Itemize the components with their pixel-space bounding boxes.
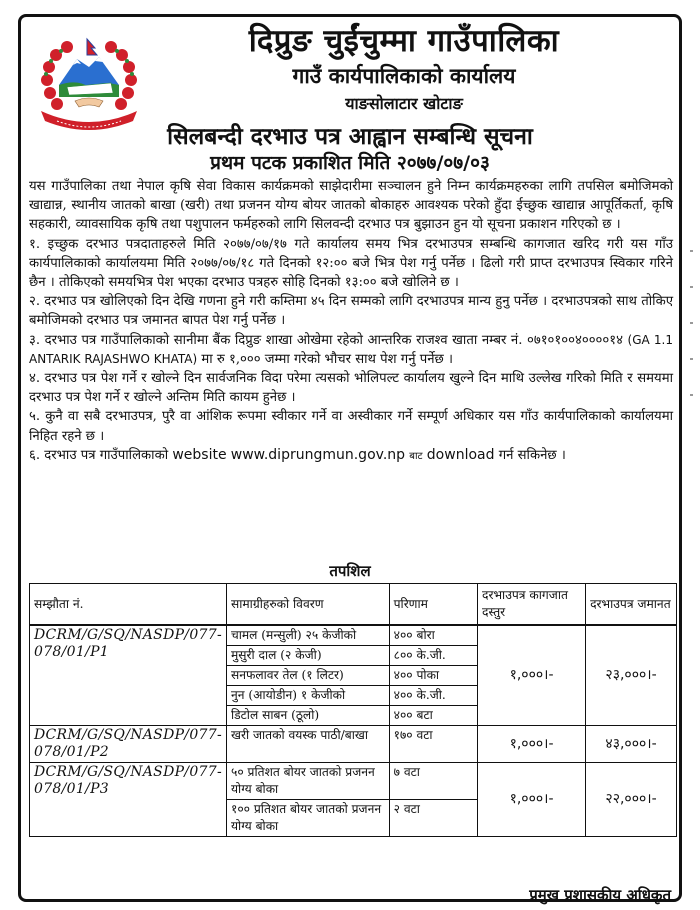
- signatory-title: प्रमुख प्रशासकीय अधिकृत: [529, 886, 671, 904]
- website-url[interactable]: www.diprungmun.gov.np: [230, 446, 406, 463]
- item-quantity: ८०० के.जी.: [389, 646, 477, 666]
- point-4: ४. दरभाउ पत्र पेश गर्ने र खोल्ने दिन सार्वजनिक विदा परेमा त्यसको भोलिपल्ट कार्यालय खुल्ने दिन माथि उल्लेख गरिको मिति र समयमा दरभाउ पत्र पेश गर्ने र खोल्ने अन्तिम मिति कायम हुनेछ ।: [29, 371, 673, 406]
- point-6-text-a: ६. दरभाउ पत्र गाउँपालिकाको: [29, 447, 169, 463]
- point-3-text-b: मा रु १,००० जम्मा गरेको भौचर साथ पेश गर्नु पर्नेछ ।: [201, 351, 453, 367]
- cropped-top-strip: [20, 0, 620, 6]
- page-edge-marks: [690, 250, 696, 450]
- point-5: ५. कुनै वा सबै दरभाउपत्र, पुरै वा आंशिक रूपमा स्वीकार गर्ने वा अस्वीकार गर्ने सम्पूर्ण अधिकार यस गाँउ कार्यपालिकाको कार्यालयमा निहित रहने छ ।: [29, 409, 673, 444]
- edge-mark: [690, 358, 693, 360]
- edge-mark: [690, 394, 693, 396]
- office-location: याङसोलाटार खोटाङ: [345, 94, 463, 113]
- col-header-quantity: परिणाम: [389, 584, 477, 626]
- account-name: (GA 1.1 ANTARIK RAJASHWO KHATA): [29, 332, 673, 366]
- edge-mark: [690, 250, 693, 252]
- schedule-title: तपशिल: [329, 562, 371, 580]
- item-quantity: ४०० बटा: [389, 706, 477, 726]
- item-description: खरी जातको वयस्क पाठी/बाखा: [226, 726, 389, 763]
- table-row: [30, 726, 677, 763]
- published-date: प्रथम पटक प्रकाशित मिति २०७७/०७/०३: [210, 152, 490, 174]
- document-fee: १,०००।-: [478, 726, 586, 763]
- col-header-agreement-no: सम्झौता नं.: [30, 584, 227, 626]
- notice-body: [29, 177, 673, 466]
- bid-security: २२,०००।-: [586, 763, 677, 837]
- item-description: नुन (आयोडीन) १ केजीको: [226, 686, 389, 706]
- bid-security: २३,०००।-: [586, 625, 677, 726]
- bid-security: ४३,०००।-: [586, 726, 677, 763]
- item-quantity: १७० वटा: [389, 726, 477, 763]
- point-3: [29, 331, 673, 369]
- table-row: [30, 625, 677, 646]
- office-name: गाउँ कार्यपालिकाको कार्यालय: [292, 64, 516, 88]
- point-1: १. इच्छुक दरभाउ पत्रदाताहरुले मिति २०७७/०७/१७ गते कार्यालय समय भित्र दरभाउपत्र सम्बन्धि कागजात खरिद गरी यस गाँउ कार्यपालिकाको कार्यालयमा मिति २०७७/०७/१८ गते दिनको १२:०० बजे भित्र पेश गर्नु पर्नेछ । ढिलो गरी प्राप्त दरभाउपत्र स्विकार गरिने छैन । तोकिएको समयभित्र पेश भएका दरभाउ पत्रहरु सोहि दिनको १३:०० बजे खोलिने छ ।: [29, 236, 673, 291]
- item-quantity: ७ वटा: [389, 763, 477, 800]
- intro-paragraph: यस गाउँपालिका तथा नेपाल कृषि सेवा विकास कार्यक्रमको साझेदारीमा सञ्चालन हुने निम्न कार्यक्रमहरुका लागि तपसिल बमोजिमको खाद्यान्न, स्थानीय जातको बाखा (खरी) तथा प्रजनन योग्य बोयर जातको बोकाहरु आवश्यक परेको हुँदा ईच्छुक खाद्यान्न आपूर्तिकर्ता, कृषि सहकारी, व्यावसायिक कृषि तथा पशुपालन फर्महरुको लागि सिलवन्दी दरभाउ पत्र बुझाउन हुन यो सूचना प्रकाशन गरिएको छ ।: [29, 179, 673, 233]
- nepal-government-emblem-icon: [37, 37, 141, 137]
- from-word: बाट: [409, 450, 423, 462]
- notice-title: सिलबन्दी दरभाउ पत्र आह्वान सम्बन्धि सूचना: [167, 124, 533, 150]
- item-quantity: २ वटा: [389, 800, 477, 837]
- item-description: डिटोल साबन (ठूलो): [226, 706, 389, 726]
- agreement-code: DCRM/G/SQ/NASDP/077-078/01/P2: [30, 726, 227, 763]
- table-row: [30, 763, 677, 800]
- header-titles: [139, 21, 669, 117]
- agreement-code: DCRM/G/SQ/NASDP/077-078/01/P1: [30, 625, 227, 726]
- point-3-text-a: ३. दरभाउ पत्र गाउँपालिकाको सानीमा बैंक दिप्रुङ शाखा ओखेमा रहेको आन्तरिक राजश्व खाता नम्बर नं. ०७१०१००४००००१४: [29, 332, 623, 348]
- col-header-bid-security: दरभाउपत्र जमानत: [586, 584, 677, 626]
- item-description: मुसुरी दाल (२ केजी): [226, 646, 389, 666]
- website-word: website: [172, 446, 227, 463]
- schedule-header-row: [30, 584, 677, 626]
- col-header-document-fee: दरभाउपत्र कागजात दस्तुर: [478, 584, 586, 626]
- agreement-code: DCRM/G/SQ/NASDP/077-078/01/P3: [30, 763, 227, 837]
- col-header-description: सामाग्रीहरुको विवरण: [226, 584, 389, 626]
- document-fee: १,०००।-: [478, 625, 586, 726]
- document-fee: १,०००।-: [478, 763, 586, 837]
- edge-mark: [690, 322, 693, 324]
- download-word: download: [426, 446, 495, 463]
- item-quantity: ४०० के.जी.: [389, 686, 477, 706]
- item-quantity: ४०० पोका: [389, 666, 477, 686]
- point-6-text-b: गर्न सकिनेछ ।: [498, 447, 566, 463]
- schedule-table: [29, 583, 677, 837]
- point-2: २. दरभाउ पत्र खोलिएको दिन देखि गणना हुने गरी कम्तिमा ४५ दिन सम्मको लागि दरभाउपत्र मान्य हुनु पर्नेछ । दरभाउपत्रको साथ तोकिए बमोजिमको दरभाउ पत्र जमानत बापत पेश गर्नु पर्नेछ ।: [29, 294, 673, 329]
- item-description: चामल (मन्सुली) २५ केजीको: [226, 625, 389, 646]
- item-description: ५० प्रतिशत बोयर जातको प्रजनन योग्य बोका: [226, 763, 389, 800]
- edge-mark: [690, 286, 693, 288]
- item-description: १०० प्रतिशत बोयर जातको प्रजनन योग्य बोका: [226, 800, 389, 837]
- municipality-name: दिप्रुङ चुईंचुम्मा गाउँपालिका: [248, 23, 560, 59]
- point-6: [29, 446, 673, 466]
- notice-frame: [18, 14, 682, 902]
- item-quantity: ४०० बोरा: [389, 625, 477, 646]
- notice-header: [21, 17, 679, 174]
- item-description: सनफलावर तेल (१ लिटर): [226, 666, 389, 686]
